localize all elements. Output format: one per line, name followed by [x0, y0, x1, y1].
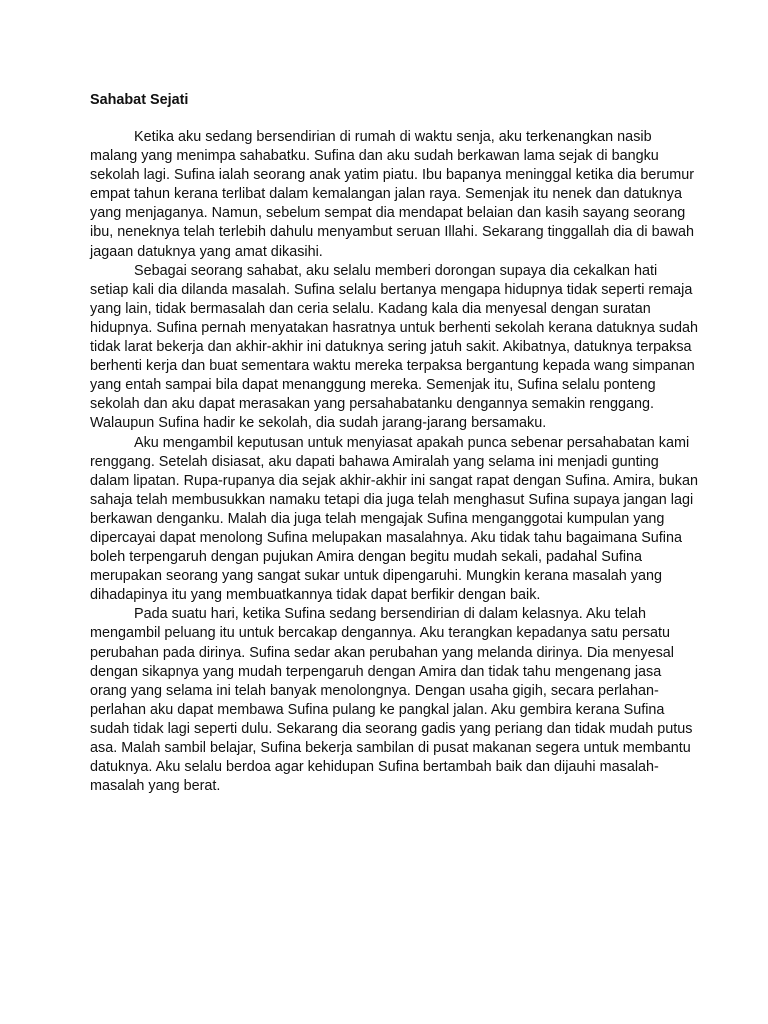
paragraph-line: Aku mengambil keputusan untuk menyiasat apakah punca sebenar persahabatan kami: [134, 434, 690, 451]
paragraph-line: merupakan seorang yang sangat sukar untuk dipengaruhi. Mungkin kerana masalah yang: [90, 568, 662, 585]
paragraph-line: sudah tidak lagi seperti dulu. Sekarang dia seorang gadis yang periang dan tidak mudah putus: [90, 720, 693, 737]
paragraph-line: yang menjaganya. Namun, sebelum sempat dia mendapat belaian dan kasih sayang seorang: [90, 205, 686, 222]
paragraph-line: sekolah dan aku dapat merasakan yang persahabatanku dengannya semakin renggang.: [90, 396, 655, 413]
paragraph-line: tidak larat bekerja dan akhir-akhir ini datuknya sering jatuh sakit. Akibatnya, datuknya terpaksa: [90, 339, 692, 356]
paragraph-list: [90, 128, 699, 796]
paragraph-line: Ketika aku sedang bersendirian di rumah di waktu senja, aku terkenangkan nasib: [134, 129, 652, 145]
paragraph-line: ibu, neneknya telah terlebih dahulu menyambut seruan Illahi. Sekarang tinggallah dia di bawah: [90, 224, 695, 241]
paragraph-line: perlahan aku dapat membawa Sufina pulang ke pangkal jalan. Aku gembira kerana Sufina: [90, 701, 665, 718]
paragraph-line: sahaja telah membusukkan namaku tetapi dia juga telah menghasut Sufina supaya jangan lagi: [90, 491, 694, 508]
paragraph: [90, 262, 699, 434]
paragraph-line: perubahan pada dirinya. Sufina sedar akan perubahan yang melanda dirinya. Dia menyesal: [90, 644, 675, 661]
paragraph-line: Sebagai seorang sahabat, aku selalu memberi dorongan supaya dia cekalkan hati: [134, 262, 658, 279]
paragraph-line: empat tahun kerana terlibat dalam kemalangan jalan raya. Semenjak itu nenek dan datuknya: [90, 186, 682, 203]
paragraph: [90, 605, 693, 796]
paragraph-line: masalah yang berat.: [90, 778, 221, 795]
paragraph-line: berhenti kerja dan buat sementara waktu mereka terpaksa bergantung kepada wang simpanan: [90, 358, 695, 375]
paragraph-line: setiap kali dia dilanda masalah. Sufina selalu bertanya mengapa hidupnya tidak seperti remaja: [90, 281, 693, 298]
paragraph-line: asa. Malah sambil belajar, Sufina bekerja sambilan di pusat makanan segera untuk membantu: [90, 740, 691, 756]
paragraph-line: Walaupun Sufina hadir ke sekolah, dia sudah jarang-jarang bersamaku.: [90, 415, 547, 432]
paragraph-line: Pada suatu hari, ketika Sufina sedang bersendirian di dalam kelasnya. Aku telah: [134, 606, 646, 623]
paragraph: [90, 434, 698, 606]
paragraph-line: mengambil peluang itu untuk bercakap dengannya. Aku terangkan kepadanya satu persatu: [90, 625, 671, 642]
paragraph: [90, 128, 695, 262]
paragraph-line: datuknya. Aku selalu berdoa agar kehidupan Sufina bertambah baik dan dijauhi masalah-: [90, 759, 659, 776]
paragraph-line: dengan sikapnya yang mudah terpengaruh dengan Amira dan tidak tahu mengenang jasa: [90, 663, 662, 680]
paragraph-line: dalam lipatan. Rupa-rupanya dia sejak akhir-akhir ini sangat rapat dengan Sufina. Amira, bukan: [90, 472, 698, 489]
paragraph-line: yang entah sampai bila dapat menanggung mereka. Semenjak itu, Sufina selalu ponteng: [90, 377, 656, 394]
paragraph-line: jagaan datuknya yang amat dikasihi.: [90, 243, 323, 260]
paragraph-line: orang yang selama ini telah banyak menolongnya. Dengan usaha gigih, secara perlahan-: [90, 682, 659, 699]
paragraph-line: hidupnya. Sufina pernah menyatakan hasratnya untuk berhenti sekolah kerana datuknya sudah: [90, 319, 699, 336]
paragraph-line: berkawan denganku. Malah dia juga telah mengajak Sufina menganggotai kumpulan yang: [90, 510, 665, 527]
paragraph-line: dihadapinya itu yang membuatkannya tidak dapat berfikir dengan baik.: [90, 587, 541, 604]
document-body: [90, 90, 699, 796]
paragraph-line: yang lain, tidak bermasalah dan ceria selalu. Kadang kala dia menyesal dengan suratan: [90, 300, 651, 317]
paragraph-line: sekolah lagi. Sufina ialah seorang anak yatim piatu. Ibu bapanya meninggal ketika dia berumur: [90, 167, 694, 184]
paragraph-line: malang yang menimpa sahabatku. Sufina dan aku sudah berkawan lama sejak di bangku: [90, 148, 659, 165]
document-title: Sahabat Sejati: [90, 92, 189, 108]
paragraph-line: dipercayai dapat menolong Sufina melupakan masalahnya. Aku tidak tahu bagaimana Sufina: [90, 529, 683, 546]
paragraph-line: boleh terpengaruh dengan pujukan Amira dengan begitu mudah sekali, padahal Sufina: [90, 549, 643, 566]
paragraph-line: renggang. Setelah disiasat, aku dapati bahawa Amiralah yang selama ini menjadi gunting: [90, 453, 659, 470]
